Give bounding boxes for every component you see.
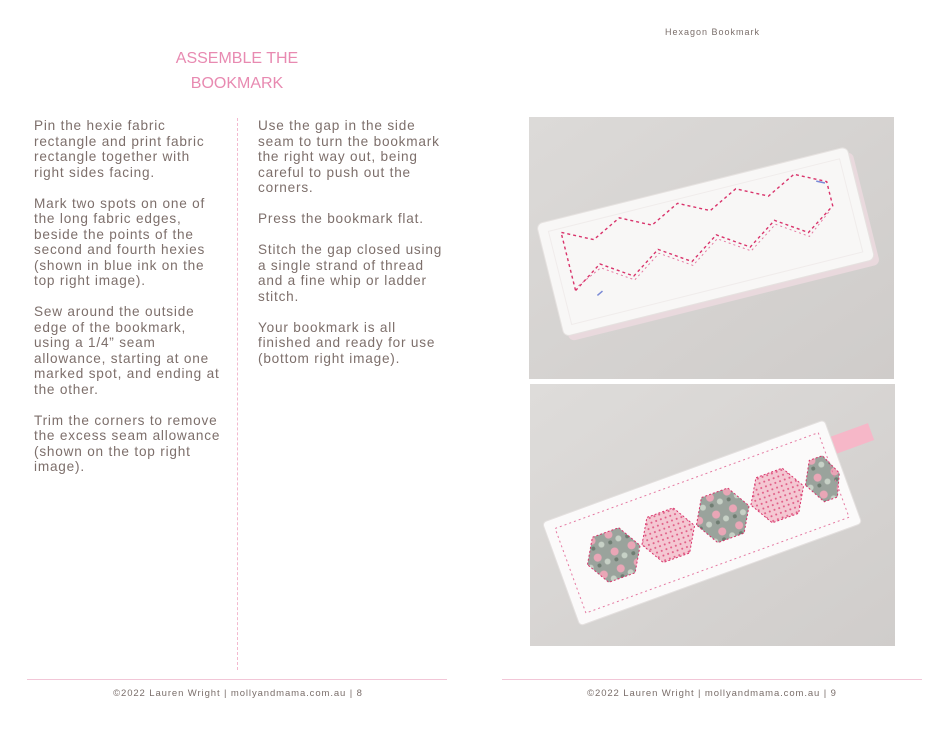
left-column (34, 118, 224, 490)
instruction-paragraph: Stitch the gap closed using a single strand of thread and a fine whip or ladder stitch. (258, 242, 443, 304)
photo-bookmark-back (529, 117, 894, 379)
footer-divider (27, 679, 447, 680)
section-title: ASSEMBLE THE BOOKMARK (175, 50, 299, 92)
instruction-paragraph: Press the bookmark flat. (258, 211, 424, 226)
instruction-paragraph: Use the gap in the side seam to turn the bookmark the right way out, being careful to push out the corners. (258, 118, 440, 195)
instruction-paragraph: Mark two spots on one of the long fabric edges, beside the points of the second and fourth hexies (shown in blue ink on the top right image). (34, 195, 206, 288)
instruction-paragraph: Your bookmark is all finished and ready for use (bottom right image). (258, 319, 436, 366)
instruction-paragraph: Trim the corners to remove the excess seam allowance (shown on the top right image). (34, 412, 221, 474)
instruction-paragraph: Sew around the outside edge of the bookmark, using a 1/4” seam allowance, starting at one marked spot, and ending at the other. (34, 304, 220, 397)
right-column (258, 118, 443, 382)
footer-divider (502, 679, 922, 680)
footer-left: ©2022 Lauren Wright | mollyandmama.com.au | 8 (113, 688, 363, 699)
footer-right: ©2022 Lauren Wright | mollyandmama.com.au | 9 (587, 688, 837, 699)
instruction-paragraph: Pin the hexie fabric rectangle and print fabric rectangle together with right sides facing. (34, 118, 205, 180)
document-title: Hexagon Bookmark (664, 27, 761, 37)
photo-finished-bookmark (530, 384, 895, 646)
column-divider (237, 118, 238, 670)
